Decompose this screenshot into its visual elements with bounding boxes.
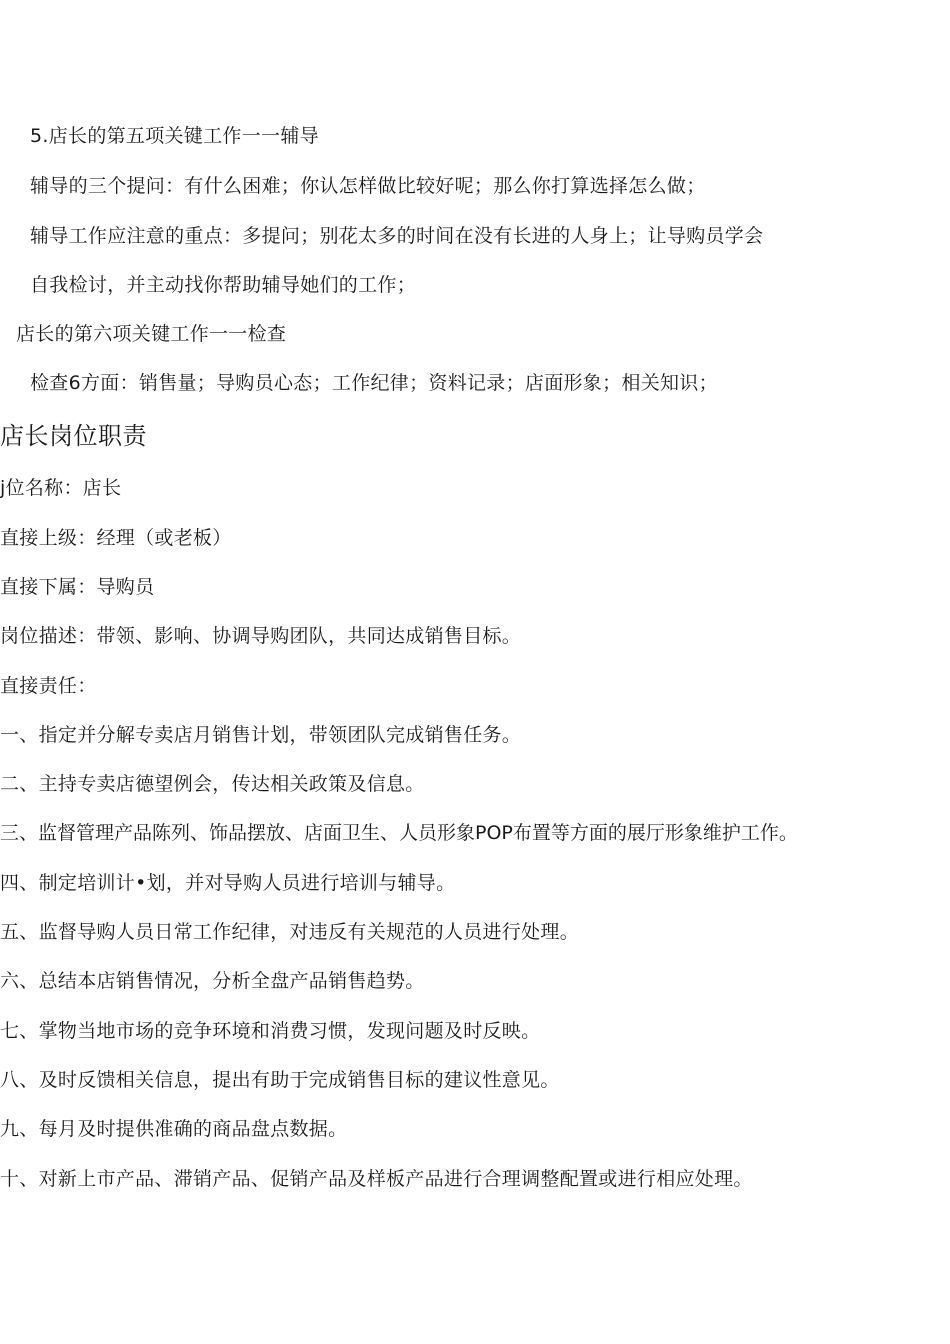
direct-superior: 直接上级：经理（或老板） [0,527,232,549]
duty-item: 一、指定并分解专卖店月销售计划，带领团队完成销售任务。 [0,724,522,746]
intro-line-inspection-title: 店长的第六项关键工作一一检查 [16,323,287,345]
duties-label: 直接责任： [0,675,97,697]
position-description: 岗位描述：带领、影响、协调导购团队，共同达成销售目标。 [0,625,522,647]
duty-item: 七、掌物当地市场的竞争环境和消费习惯，发现问题及时反映。 [0,1020,541,1042]
intro-line-coaching-title: 5.店长的第五项关键工作一一辅导 [30,125,319,147]
intro-line-coaching-points: 辅导工作应注意的重点：多提问；别花太多的时间在没有长进的人身上；让导购员学会 [30,225,764,247]
position-name: j位名称：店长 [0,477,122,499]
duty-item: 八、及时反馈相关信息，提出有助于完成销售目标的建议性意见。 [0,1069,560,1091]
duty-item: 五、监督导购人员日常工作纪律，对违反有关规范的人员进行处理。 [0,921,580,943]
intro-line-inspection-aspects: 检查6方面：销售量；导购员心态；工作纪律；资料记录；店面形象；相关知识； [30,372,718,394]
intro-line-coaching-points-cont: 自我检讨，并主动找你帮助辅导她们的工作； [30,274,417,296]
intro-line-coaching-questions: 辅导的三个提问：有什么困难；你认怎样做比较好呢；那么你打算选择怎么做； [30,175,706,197]
duty-item: 十、对新上市产品、滞销产品、促销产品及样板产品进行合理调整配置或进行相应处理。 [0,1168,753,1190]
duty-item: 九、每月及时提供准确的商品盘点数据。 [0,1118,348,1140]
section-heading: 店长岗位职责 [0,422,147,450]
duty-item: 二、主持专卖店德望例会，传达相关政策及信息。 [0,773,425,795]
duty-item: 三、监督管理产品陈列、饰品摆放、店面卫生、人员形象POP布置等方面的展厅形象维护工作。 [0,822,798,844]
direct-subordinate: 直接下属：导购员 [0,576,155,598]
duty-item: 六、总结本店销售情况，分析全盘产品销售趋势。 [0,970,425,992]
duty-item: 四、制定培训计•划，并对导购人员进行培训与辅导。 [0,872,456,894]
